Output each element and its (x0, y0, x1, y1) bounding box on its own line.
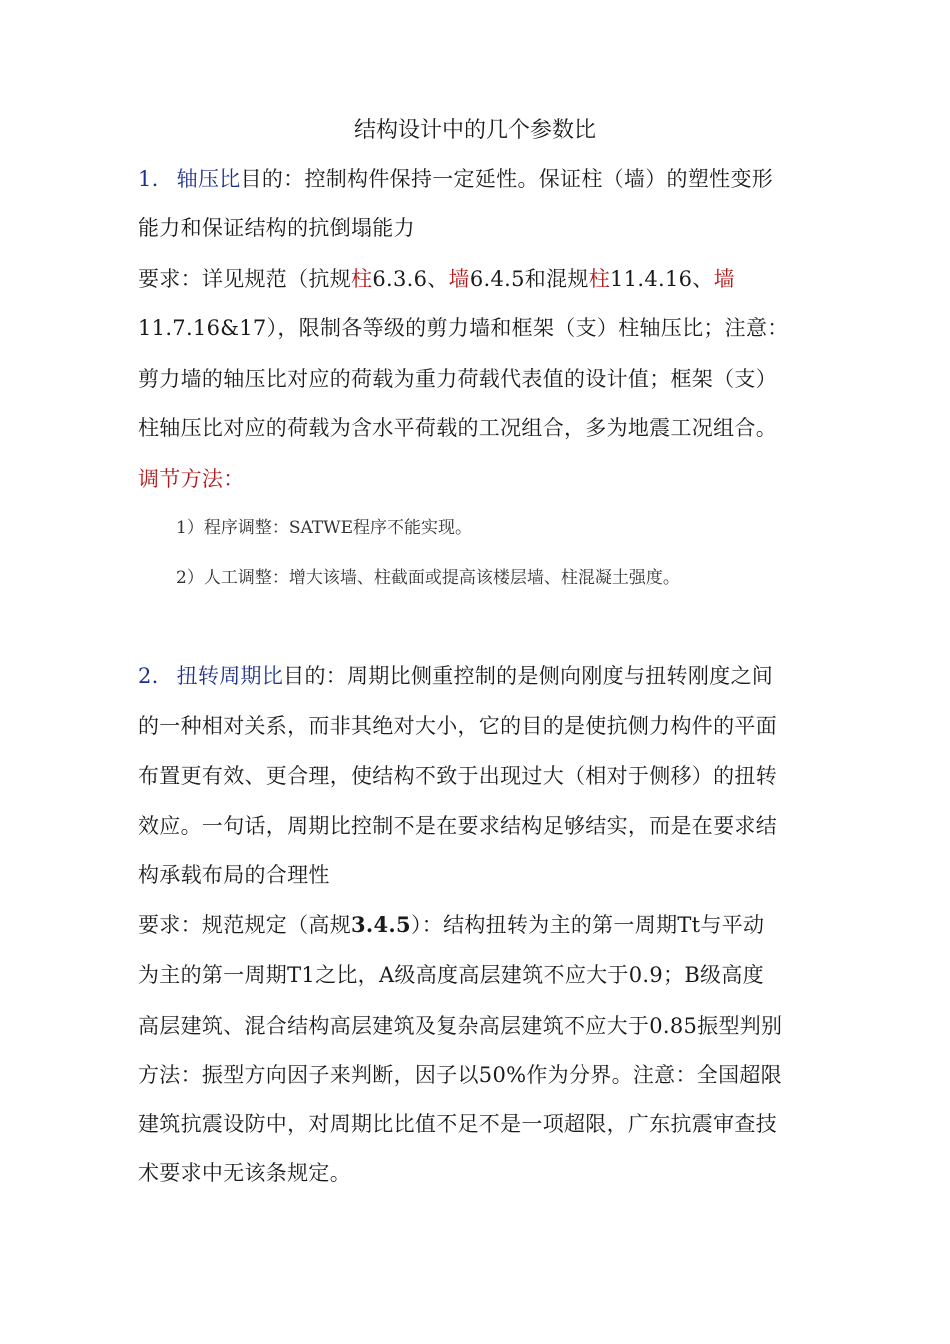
section2-line9: 方法：振型方向因子来判断，因子以50%作为分界。注意：全国超限 (138, 1063, 782, 1087)
section2-requirement (138, 910, 764, 940)
req-wall-1: 墙 (448, 267, 470, 291)
adjust-item-2: 2）人工调整：增大该墙、柱截面或提高该楼层墙、柱混凝土强度。 (176, 568, 680, 588)
section2-line1 (138, 661, 773, 691)
adjust-heading: 调节方法： (138, 467, 245, 491)
section1-number: 1. (138, 167, 159, 191)
req-wall-2: 墙 (713, 267, 735, 291)
section1-line4: 11.7.16&17），限制各等级的剪力墙和框架（支）柱轴压比；注意： (138, 316, 789, 340)
section2-line10: 建筑抗震设防中，对周期比比值不足不是一项超限，广东抗震审查技 (138, 1112, 777, 1136)
section1-term: 轴压比 (176, 167, 241, 191)
section2-line11: 术要求中无该条规定。 (138, 1161, 351, 1185)
document-title: 结构设计中的几个参数比 (353, 118, 596, 143)
section2-line7: 为主的第一周期T1之比，A级高度高层建筑不应大于0.9；B级高度 (138, 963, 764, 987)
req2-text-b: ）：结构扭转为主的第一周期Tt与平动 (410, 913, 765, 937)
section2-line2: 的一种相对关系，而非其绝对大小，它的目的是使抗侧力构件的平面 (138, 714, 777, 738)
section2-line5: 构承载布局的合理性 (138, 863, 330, 887)
section2-line4: 效应。一句话，周期比控制不是在要求结构足够结实，而是在要求结 (138, 814, 777, 838)
section1-line6: 柱轴压比对应的荷载为含水平荷载的工况组合，多为地震工况组合。 (138, 416, 777, 440)
section1-line5: 剪力墙的轴压比对应的荷载为重力荷载代表值的设计值；框架（支） (138, 367, 777, 391)
req-column-2: 柱 (588, 267, 611, 291)
req2-text-a: 要求：规范规定（高规 (138, 913, 351, 937)
req-text-a: 要求：详见规范（抗规 (138, 267, 351, 291)
section2-number: 2. (138, 664, 159, 688)
section2-line8: 高层建筑、混合结构高层建筑及复杂高层建筑不应大于0.85振型判别 (138, 1014, 783, 1038)
adjust-item-1: 1）程序调整：SATWE程序不能实现。 (176, 518, 473, 538)
req-text-b: 6.3.6、 (372, 267, 449, 291)
req-text-d: 11.4.16、 (610, 267, 714, 291)
req2-code: 3.4.5 (351, 912, 411, 937)
section1-text1: 目的：控制构件保持一定延性。保证柱（墙）的塑性变形 (240, 167, 774, 191)
section1-line1 (138, 164, 773, 194)
section1-requirement (138, 264, 735, 294)
req-text-c: 6.4.5和混规 (469, 267, 589, 291)
section2-line3: 布置更有效、更合理，使结构不致于出现过大（相对于侧移）的扭转 (138, 764, 777, 788)
section2-term: 扭转周期比 (176, 664, 284, 688)
section2-text1: 目的：周期比侧重控制的是侧向刚度与扭转刚度之间 (283, 664, 774, 688)
req-column-1: 柱 (351, 267, 373, 291)
section1-line2: 能力和保证结构的抗倒塌能力 (138, 216, 415, 240)
